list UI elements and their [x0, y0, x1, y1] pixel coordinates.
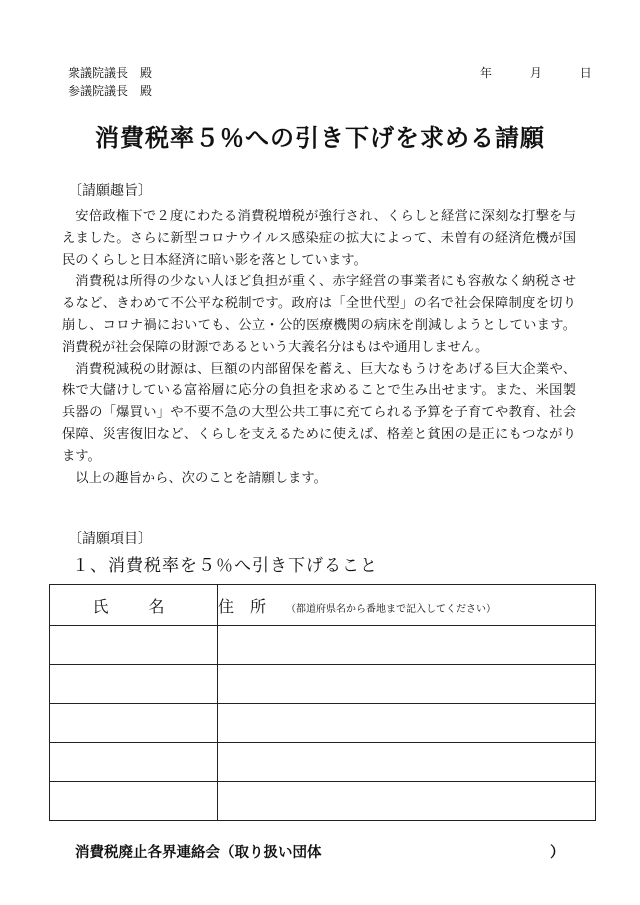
purpose-paragraph: 安倍政権下で２度にわたる消費税増税が強行され、くらしと経営に深刻な打撃を与えました。さらに新型コロナウイルス感染症の拡大によって、未曽有の経済危機が国民のくらしと日本経済に暗い影を落としています。: [62, 209, 576, 268]
purpose-paragraph: 以上の趣旨から、次のことを請願します。: [75, 470, 327, 486]
signature-row: [50, 704, 596, 743]
purpose-paragraph: 消費税減税の財源は、巨額の内部留保を蓄え、巨大なもうけをあげる巨大企業や、株で大儲けしている富裕層に応分の負担を求めることで生み出せます。また、米国製兵器の「爆買い」や不要不急の大型公共工事に充てられる予算を子育てや教育、社会保障、災害復旧など、くらしを支えるために使えば、格差と貧困の是正にもつながります。: [62, 361, 576, 464]
purpose-label: 〔請願趣旨〕: [68, 183, 152, 199]
signature-table: [49, 584, 596, 821]
date-month: 月: [529, 66, 542, 80]
handling-organization: 消費税廃止各界連絡会（取り扱い団体: [75, 845, 322, 861]
date-day: 日: [579, 66, 592, 80]
signature-table-header: [50, 585, 596, 626]
address-header-label: 住 所: [218, 596, 267, 616]
name-column-header: 氏名: [50, 585, 218, 626]
date-line: [480, 64, 592, 81]
name-cell[interactable]: [50, 626, 218, 665]
purpose-paragraph: 消費税は所得の少ない人ほど負担が重く、赤字経営の事業者にも容赦なく納税させるなど、きわめて不公平な税制です。政府は「全世代型」の名で社会保障制度を切り崩し、コロナ禍においても、公立・公的医療機関の病床を削減しようとしています。消費税が社会保障の財源であるという大義名分はもはや通用しません。: [62, 274, 576, 355]
address-column-header: [218, 585, 596, 626]
addressee-lower-house: 衆議院議長 殿: [68, 66, 153, 80]
name-cell[interactable]: [50, 743, 218, 782]
name-cell[interactable]: [50, 782, 218, 821]
address-cell[interactable]: [218, 665, 596, 704]
items-label: 〔請願項目〕: [68, 531, 152, 547]
signature-row: [50, 782, 596, 821]
date-year: 年: [480, 66, 493, 80]
signature-row: [50, 743, 596, 782]
address-cell[interactable]: [218, 704, 596, 743]
handling-organization-close: ）: [550, 845, 565, 861]
addressee-upper-house: 参議院議長 殿: [68, 84, 153, 98]
page-title: 消費税率５％への引き下げを求める請願: [95, 124, 545, 152]
signature-row: [50, 626, 596, 665]
address-header-note: （都道府県名から番地まで記入してください）: [286, 603, 497, 615]
name-cell[interactable]: [50, 704, 218, 743]
address-cell[interactable]: [218, 782, 596, 821]
name-cell[interactable]: [50, 665, 218, 704]
signature-row: [50, 665, 596, 704]
address-cell[interactable]: [218, 743, 596, 782]
address-cell[interactable]: [218, 626, 596, 665]
purpose-body: [62, 206, 576, 489]
petition-item-1: １、消費税率を５％へ引き下げること: [72, 556, 378, 576]
